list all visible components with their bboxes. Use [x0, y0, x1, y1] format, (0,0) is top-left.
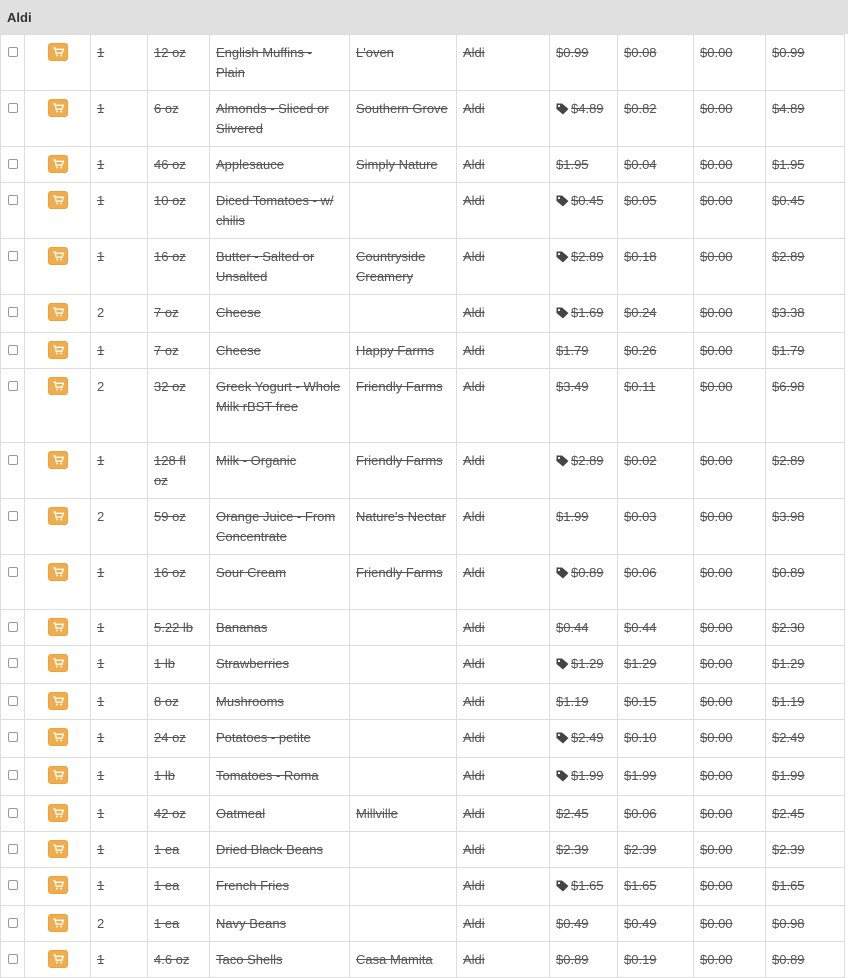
price-value: $2.45: [556, 806, 589, 821]
item-name-cell[interactable]: English Muffins - Plain: [210, 35, 350, 91]
price-cell: [550, 499, 618, 555]
item-name-cell[interactable]: Tomatoes - Roma: [210, 758, 350, 796]
size-cell: 46 oz: [148, 147, 210, 183]
quantity-cell: 2: [91, 499, 148, 555]
store-cell: Aldi: [457, 499, 550, 555]
unit-price-cell: $0.02: [618, 443, 694, 499]
price-value: $0.89: [571, 565, 604, 580]
total-cell: $2.45: [766, 796, 845, 832]
size-cell: 1 ea: [148, 832, 210, 868]
price-value: $0.99: [556, 45, 589, 60]
add-to-cart-button[interactable]: [48, 804, 68, 822]
unit-price-cell: $0.10: [618, 720, 694, 758]
sale-tag-icon: [556, 730, 569, 750]
brand-cell: Casa Mamita: [350, 942, 457, 978]
brand-cell: Friendly Farms: [350, 443, 457, 499]
unit-price-cell: $0.44: [618, 610, 694, 646]
size-cell: 16 oz: [148, 555, 210, 610]
size-cell: 1 ea: [148, 868, 210, 906]
price-value: $2.89: [571, 249, 604, 264]
size-cell: 7 oz: [148, 333, 210, 369]
price-value: $2.39: [556, 842, 589, 857]
brand-cell: Millville: [350, 796, 457, 832]
price-value: $4.89: [571, 101, 604, 116]
tax-cell: $0.00: [694, 333, 766, 369]
price-cell: [550, 91, 618, 147]
sale-tag-icon: [556, 249, 569, 269]
row-checkbox[interactable]: [8, 732, 18, 742]
total-cell: $2.39: [766, 832, 845, 868]
quantity-cell: 2: [91, 906, 148, 942]
size-cell: 10 oz: [148, 183, 210, 239]
price-cell: [550, 868, 618, 906]
row-checkbox[interactable]: [8, 696, 18, 706]
unit-price-cell: $0.04: [618, 147, 694, 183]
table-row: [1, 906, 845, 942]
price-cell: [550, 906, 618, 942]
tax-cell: $0.00: [694, 183, 766, 239]
total-cell: $2.89: [766, 239, 845, 295]
table-row: [1, 333, 845, 369]
quantity-cell: 1: [91, 684, 148, 720]
price-cell: [550, 942, 618, 978]
store-cell: Aldi: [457, 646, 550, 684]
table-row: [1, 499, 845, 555]
table-row: [1, 646, 845, 684]
tax-cell: $0.00: [694, 758, 766, 796]
unit-price-cell: $0.03: [618, 499, 694, 555]
unit-price-cell: $0.06: [618, 796, 694, 832]
price-value: $1.19: [556, 694, 589, 709]
size-cell: 1 lb: [148, 758, 210, 796]
total-cell: $0.89: [766, 555, 845, 610]
price-cell: [550, 555, 618, 610]
tax-cell: $0.00: [694, 91, 766, 147]
item-name-cell[interactable]: Applesauce: [210, 147, 350, 183]
item-name-cell[interactable]: Taco Shells: [210, 942, 350, 978]
tax-cell: $0.00: [694, 443, 766, 499]
brand-cell: [350, 906, 457, 942]
tax-cell: $0.00: [694, 239, 766, 295]
row-checkbox[interactable]: [8, 251, 18, 261]
unit-price-cell: $0.19: [618, 942, 694, 978]
row-checkbox[interactable]: [8, 880, 18, 890]
item-name-cell[interactable]: Strawberries: [210, 646, 350, 684]
size-cell: 8 oz: [148, 684, 210, 720]
add-to-cart-button[interactable]: [48, 191, 68, 209]
brand-cell: [350, 832, 457, 868]
brand-cell: Southern Grove: [350, 91, 457, 147]
add-to-cart-button[interactable]: [48, 654, 68, 672]
store-cell: Aldi: [457, 942, 550, 978]
row-checkbox[interactable]: [8, 567, 18, 577]
add-to-cart-button[interactable]: [48, 618, 68, 636]
total-cell: $2.49: [766, 720, 845, 758]
item-name-cell[interactable]: Dried Black Beans: [210, 832, 350, 868]
price-cell: [550, 796, 618, 832]
add-to-cart-button[interactable]: [48, 43, 68, 61]
table-row: [1, 239, 845, 295]
tax-cell: $0.00: [694, 369, 766, 443]
price-value: $1.29: [571, 656, 604, 671]
item-name-cell[interactable]: Diced Tomatoes - w/ chilis: [210, 183, 350, 239]
brand-cell: [350, 610, 457, 646]
store-cell: Aldi: [457, 369, 550, 443]
row-checkbox[interactable]: [8, 195, 18, 205]
tax-cell: $0.00: [694, 499, 766, 555]
table-row: [1, 758, 845, 796]
add-to-cart-button[interactable]: [48, 950, 68, 968]
price-value: $0.44: [556, 620, 589, 635]
tax-cell: $0.00: [694, 906, 766, 942]
add-to-cart-button[interactable]: [48, 341, 68, 359]
sale-tag-icon: [556, 768, 569, 788]
price-cell: [550, 720, 618, 758]
brand-cell: [350, 868, 457, 906]
table-row: [1, 91, 845, 147]
price-value: $3.49: [556, 379, 589, 394]
total-cell: $6.98: [766, 369, 845, 443]
store-cell: Aldi: [457, 796, 550, 832]
store-cell: Aldi: [457, 906, 550, 942]
row-checkbox[interactable]: [8, 808, 18, 818]
price-value: $1.95: [556, 157, 589, 172]
table-row: [1, 369, 845, 443]
price-value: $1.65: [571, 878, 604, 893]
store-cell: Aldi: [457, 333, 550, 369]
store-cell: Aldi: [457, 610, 550, 646]
price-cell: [550, 610, 618, 646]
item-name-cell[interactable]: Cheese: [210, 333, 350, 369]
tax-cell: $0.00: [694, 796, 766, 832]
brand-cell: [350, 684, 457, 720]
sale-tag-icon: [556, 565, 569, 585]
item-name-cell[interactable]: Mushrooms: [210, 684, 350, 720]
price-cell: [550, 333, 618, 369]
price-value: $0.89: [556, 952, 589, 967]
quantity-cell: 1: [91, 796, 148, 832]
row-checkbox[interactable]: [8, 770, 18, 780]
total-cell: $2.30: [766, 610, 845, 646]
price-cell: [550, 147, 618, 183]
add-to-cart-button[interactable]: [48, 303, 68, 321]
store-cell: Aldi: [457, 443, 550, 499]
total-cell: $2.89: [766, 443, 845, 499]
add-to-cart-button[interactable]: [48, 451, 68, 469]
brand-cell: [350, 183, 457, 239]
size-cell: 1 ea: [148, 906, 210, 942]
unit-price-cell: $0.26: [618, 333, 694, 369]
store-cell: Aldi: [457, 758, 550, 796]
total-cell: $3.38: [766, 295, 845, 333]
brand-cell: Friendly Farms: [350, 369, 457, 443]
add-to-cart-button[interactable]: [48, 507, 68, 525]
row-checkbox[interactable]: [8, 658, 18, 668]
unit-price-cell: $1.99: [618, 758, 694, 796]
group-header: [0, 0, 848, 34]
row-checkbox[interactable]: [8, 844, 18, 854]
size-cell: 1 lb: [148, 646, 210, 684]
size-cell: 24 oz: [148, 720, 210, 758]
add-to-cart-button[interactable]: [48, 247, 68, 265]
add-to-cart-button[interactable]: [48, 876, 68, 894]
add-to-cart-button[interactable]: [48, 692, 68, 710]
price-cell: [550, 758, 618, 796]
store-cell: Aldi: [457, 832, 550, 868]
store-cell: Aldi: [457, 183, 550, 239]
table-row: [1, 684, 845, 720]
sale-tag-icon: [556, 656, 569, 676]
store-cell: Aldi: [457, 684, 550, 720]
sale-tag-icon: [556, 193, 569, 213]
add-to-cart-button[interactable]: [48, 728, 68, 746]
brand-cell: [350, 295, 457, 333]
sale-tag-icon: [556, 453, 569, 473]
tax-cell: $0.00: [694, 684, 766, 720]
price-cell: [550, 35, 618, 91]
quantity-cell: 2: [91, 369, 148, 443]
item-name-cell[interactable]: Greek Yogurt - Whole Milk rBST free: [210, 369, 350, 443]
brand-cell: Simply Nature: [350, 147, 457, 183]
unit-price-cell: $0.82: [618, 91, 694, 147]
quantity-cell: 1: [91, 646, 148, 684]
tax-cell: $0.00: [694, 147, 766, 183]
tax-cell: $0.00: [694, 720, 766, 758]
table-row: [1, 555, 845, 610]
total-cell: $4.89: [766, 91, 845, 147]
total-cell: $0.99: [766, 35, 845, 91]
total-cell: $1.65: [766, 868, 845, 906]
brand-cell: [350, 720, 457, 758]
unit-price-cell: $0.24: [618, 295, 694, 333]
price-cell: [550, 832, 618, 868]
price-cell: [550, 239, 618, 295]
brand-cell: L'oven: [350, 35, 457, 91]
unit-price-cell: $0.49: [618, 906, 694, 942]
row-checkbox[interactable]: [8, 159, 18, 169]
brand-cell: Countryside Creamery: [350, 239, 457, 295]
tax-cell: $0.00: [694, 832, 766, 868]
quantity-cell: 1: [91, 183, 148, 239]
item-name-cell[interactable]: Potatoes - petite: [210, 720, 350, 758]
add-to-cart-button[interactable]: [48, 377, 68, 395]
price-value: $2.49: [571, 730, 604, 745]
add-to-cart-button[interactable]: [48, 766, 68, 784]
tax-cell: $0.00: [694, 35, 766, 91]
table-row: [1, 942, 845, 978]
price-cell: [550, 183, 618, 239]
quantity-cell: 1: [91, 35, 148, 91]
unit-price-cell: $2.39: [618, 832, 694, 868]
sale-tag-icon: [556, 101, 569, 121]
row-checkbox[interactable]: [8, 307, 18, 317]
table-row: [1, 796, 845, 832]
row-checkbox[interactable]: [8, 103, 18, 113]
store-cell: Aldi: [457, 239, 550, 295]
add-to-cart-button[interactable]: [48, 840, 68, 858]
table-row: [1, 295, 845, 333]
size-cell: 128 fl oz: [148, 443, 210, 499]
tax-cell: $0.00: [694, 555, 766, 610]
unit-price-cell: $1.65: [618, 868, 694, 906]
total-cell: $1.99: [766, 758, 845, 796]
tax-cell: $0.00: [694, 942, 766, 978]
store-cell: Aldi: [457, 720, 550, 758]
table-row: [1, 183, 845, 239]
size-cell: 16 oz: [148, 239, 210, 295]
price-value: $2.89: [571, 453, 604, 468]
item-name-cell[interactable]: Almonds - Sliced or Slivered: [210, 91, 350, 147]
price-cell: [550, 295, 618, 333]
unit-price-cell: $0.05: [618, 183, 694, 239]
brand-cell: [350, 758, 457, 796]
price-value: $1.99: [571, 768, 604, 783]
group-title: Aldi: [7, 9, 32, 25]
price-value: $1.69: [571, 305, 604, 320]
item-name-cell[interactable]: Cheese: [210, 295, 350, 333]
add-to-cart-button[interactable]: [48, 914, 68, 932]
size-cell: 5.22 lb: [148, 610, 210, 646]
quantity-cell: 1: [91, 758, 148, 796]
size-cell: 6 oz: [148, 91, 210, 147]
quantity-cell: 2: [91, 295, 148, 333]
quantity-cell: 1: [91, 333, 148, 369]
price-value: $1.99: [556, 509, 589, 524]
total-cell: $1.19: [766, 684, 845, 720]
table-row: [1, 610, 845, 646]
brand-cell: Nature's Nectar: [350, 499, 457, 555]
row-checkbox[interactable]: [8, 381, 18, 391]
brand-cell: Friendly Farms: [350, 555, 457, 610]
store-cell: Aldi: [457, 35, 550, 91]
size-cell: 12 oz: [148, 35, 210, 91]
add-to-cart-button[interactable]: [48, 99, 68, 117]
total-cell: $0.89: [766, 942, 845, 978]
tax-cell: $0.00: [694, 868, 766, 906]
size-cell: 42 oz: [148, 796, 210, 832]
unit-price-cell: $0.11: [618, 369, 694, 443]
store-cell: Aldi: [457, 147, 550, 183]
table-row: [1, 147, 845, 183]
price-cell: [550, 684, 618, 720]
store-cell: Aldi: [457, 555, 550, 610]
total-cell: $1.79: [766, 333, 845, 369]
tax-cell: $0.00: [694, 610, 766, 646]
total-cell: $0.98: [766, 906, 845, 942]
sale-tag-icon: [556, 878, 569, 898]
quantity-cell: 1: [91, 868, 148, 906]
item-name-cell[interactable]: French Fries: [210, 868, 350, 906]
brand-cell: [350, 646, 457, 684]
price-value: $0.49: [556, 916, 589, 931]
quantity-cell: 1: [91, 555, 148, 610]
price-cell: [550, 646, 618, 684]
total-cell: $0.45: [766, 183, 845, 239]
row-checkbox[interactable]: [8, 455, 18, 465]
price-value: $0.45: [571, 193, 604, 208]
size-cell: 32 oz: [148, 369, 210, 443]
row-checkbox[interactable]: [8, 511, 18, 521]
add-to-cart-button[interactable]: [48, 563, 68, 581]
table-row: [1, 868, 845, 906]
unit-price-cell: $0.08: [618, 35, 694, 91]
quantity-cell: 1: [91, 720, 148, 758]
quantity-cell: 1: [91, 610, 148, 646]
brand-cell: Happy Farms: [350, 333, 457, 369]
quantity-cell: 1: [91, 91, 148, 147]
quantity-cell: 1: [91, 832, 148, 868]
total-cell: $1.29: [766, 646, 845, 684]
table-row: [1, 720, 845, 758]
item-name-cell[interactable]: Navy Beans: [210, 906, 350, 942]
price-value: $1.79: [556, 343, 589, 358]
size-cell: 7 oz: [148, 295, 210, 333]
shopping-list-table: [0, 34, 845, 978]
quantity-cell: 1: [91, 147, 148, 183]
row-checkbox[interactable]: [8, 918, 18, 928]
item-name-cell[interactable]: Orange Juice - From Concentrate: [210, 499, 350, 555]
quantity-cell: 1: [91, 443, 148, 499]
sale-tag-icon: [556, 305, 569, 325]
unit-price-cell: $0.06: [618, 555, 694, 610]
table-row: [1, 832, 845, 868]
row-checkbox[interactable]: [8, 622, 18, 632]
unit-price-cell: $0.18: [618, 239, 694, 295]
row-checkbox[interactable]: [8, 345, 18, 355]
item-name-cell[interactable]: Oatmeal: [210, 796, 350, 832]
size-cell: 59 oz: [148, 499, 210, 555]
add-to-cart-button[interactable]: [48, 155, 68, 173]
size-cell: 4.6 oz: [148, 942, 210, 978]
item-name-cell[interactable]: Butter - Salted or Unsalted: [210, 239, 350, 295]
tax-cell: $0.00: [694, 295, 766, 333]
item-name-cell[interactable]: Bananas: [210, 610, 350, 646]
store-cell: Aldi: [457, 91, 550, 147]
store-cell: Aldi: [457, 868, 550, 906]
row-checkbox[interactable]: [8, 954, 18, 964]
price-cell: [550, 443, 618, 499]
total-cell: $3.98: [766, 499, 845, 555]
quantity-cell: 1: [91, 239, 148, 295]
total-cell: $1.95: [766, 147, 845, 183]
price-cell: [550, 369, 618, 443]
table-row: [1, 443, 845, 499]
store-cell: Aldi: [457, 295, 550, 333]
unit-price-cell: $0.15: [618, 684, 694, 720]
quantity-cell: 1: [91, 942, 148, 978]
item-name-cell[interactable]: Milk - Organic: [210, 443, 350, 499]
table-row: [1, 35, 845, 91]
row-checkbox[interactable]: [8, 47, 18, 57]
tax-cell: $0.00: [694, 646, 766, 684]
item-name-cell[interactable]: Sour Cream: [210, 555, 350, 610]
unit-price-cell: $1.29: [618, 646, 694, 684]
